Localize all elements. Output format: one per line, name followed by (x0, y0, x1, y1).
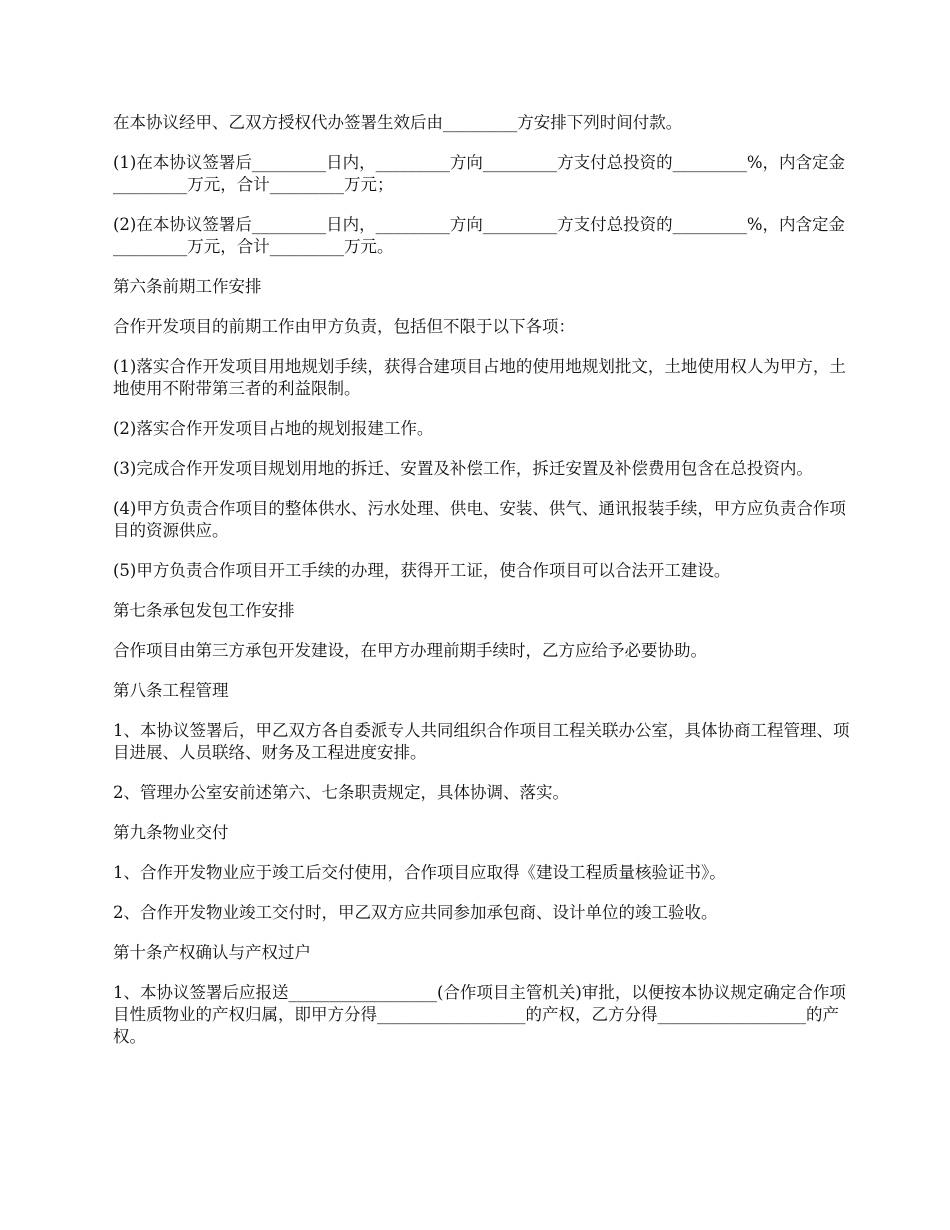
paragraph-article-10-item-1: 1、本协议签署后应报送__________________(合作项目主管机关)审批，以便按本协议规定确定合作项目性质物业的产权归属，即甲方分得__________________的产权，乙方分得__________________的产权。 (113, 983, 846, 1046)
heading-article-7: 第七条承包发包工作安排 (113, 601, 295, 620)
paragraph-payment-2: (2)在本协议签署后_________日内，_________方向_________方支付总投资的_________%，内含定金_________万元，合计_________万元。 (113, 215, 846, 256)
paragraph-article-6-item-3: (3)完成合作开发项目规划用地的拆迁、安置及补偿工作，拆迁安置及补偿费用包含在总投资内。 (113, 459, 813, 478)
paragraph-article-8-item-2: 2、管理办公室安前述第六、七条职责规定，具体协调、落实。 (113, 783, 569, 802)
paragraph-payment-1: (1)在本协议签署后_________日内，_________方向_________方支付总投资的_________%，内含定金_________万元，合计_________万元； (113, 153, 846, 194)
paragraph-article-6-item-2: (2)落实合作开发项目占地的规划报建工作。 (113, 419, 434, 438)
paragraph-article-7: 合作项目由第三方承包开发建设，在甲方办理前期手续时，乙方应给予必要协助。 (113, 641, 707, 660)
heading-article-6: 第六条前期工作安排 (113, 277, 262, 296)
paragraph-article-8-item-1: 1、本协议签署后，甲乙双方各自委派专人共同组织合作项目工程关联办公室，具体协商工程管理、项目进展、人员联络、财务及工程进度安排。 (113, 721, 850, 762)
paragraph-payment-intro: 在本协议经甲、乙双方授权代办签署生效后由_________方安排下列时间付款。 (113, 113, 683, 132)
document-body (113, 112, 853, 1066)
heading-article-10: 第十条产权确认与产权过户 (113, 943, 311, 962)
paragraph-article-6-item-5: (5)甲方负责合作项目开工手续的办理，获得开工证，使合作项目可以合法开工建设。 (113, 561, 731, 580)
paragraph-article-6-intro: 合作开发项目的前期工作由甲方负责，包括但不限于以下各项： (113, 317, 575, 336)
paragraph-article-6-item-4: (4)甲方负责合作项目的整体供水、污水处理、供电、安装、供气、通讯报装手续，甲方应负责合作项目的资源供应。 (113, 499, 846, 540)
paragraph-article-6-item-1: (1)落实合作开发项目用地规划手续，获得合建项目占地的使用地规划批文，土地使用权人为甲方，土地使用不附带第三者的利益限制。 (113, 357, 846, 398)
paragraph-article-9-item-2: 2、合作开发物业竣工交付时，甲乙双方应共同参加承包商、设计单位的竣工验收。 (113, 903, 718, 922)
heading-article-9: 第九条物业交付 (113, 823, 229, 842)
heading-article-8: 第八条工程管理 (113, 681, 229, 700)
paragraph-article-9-item-1: 1、合作开发物业应于竣工后交付使用，合作项目应取得《建设工程质量核验证书》。 (113, 863, 726, 882)
